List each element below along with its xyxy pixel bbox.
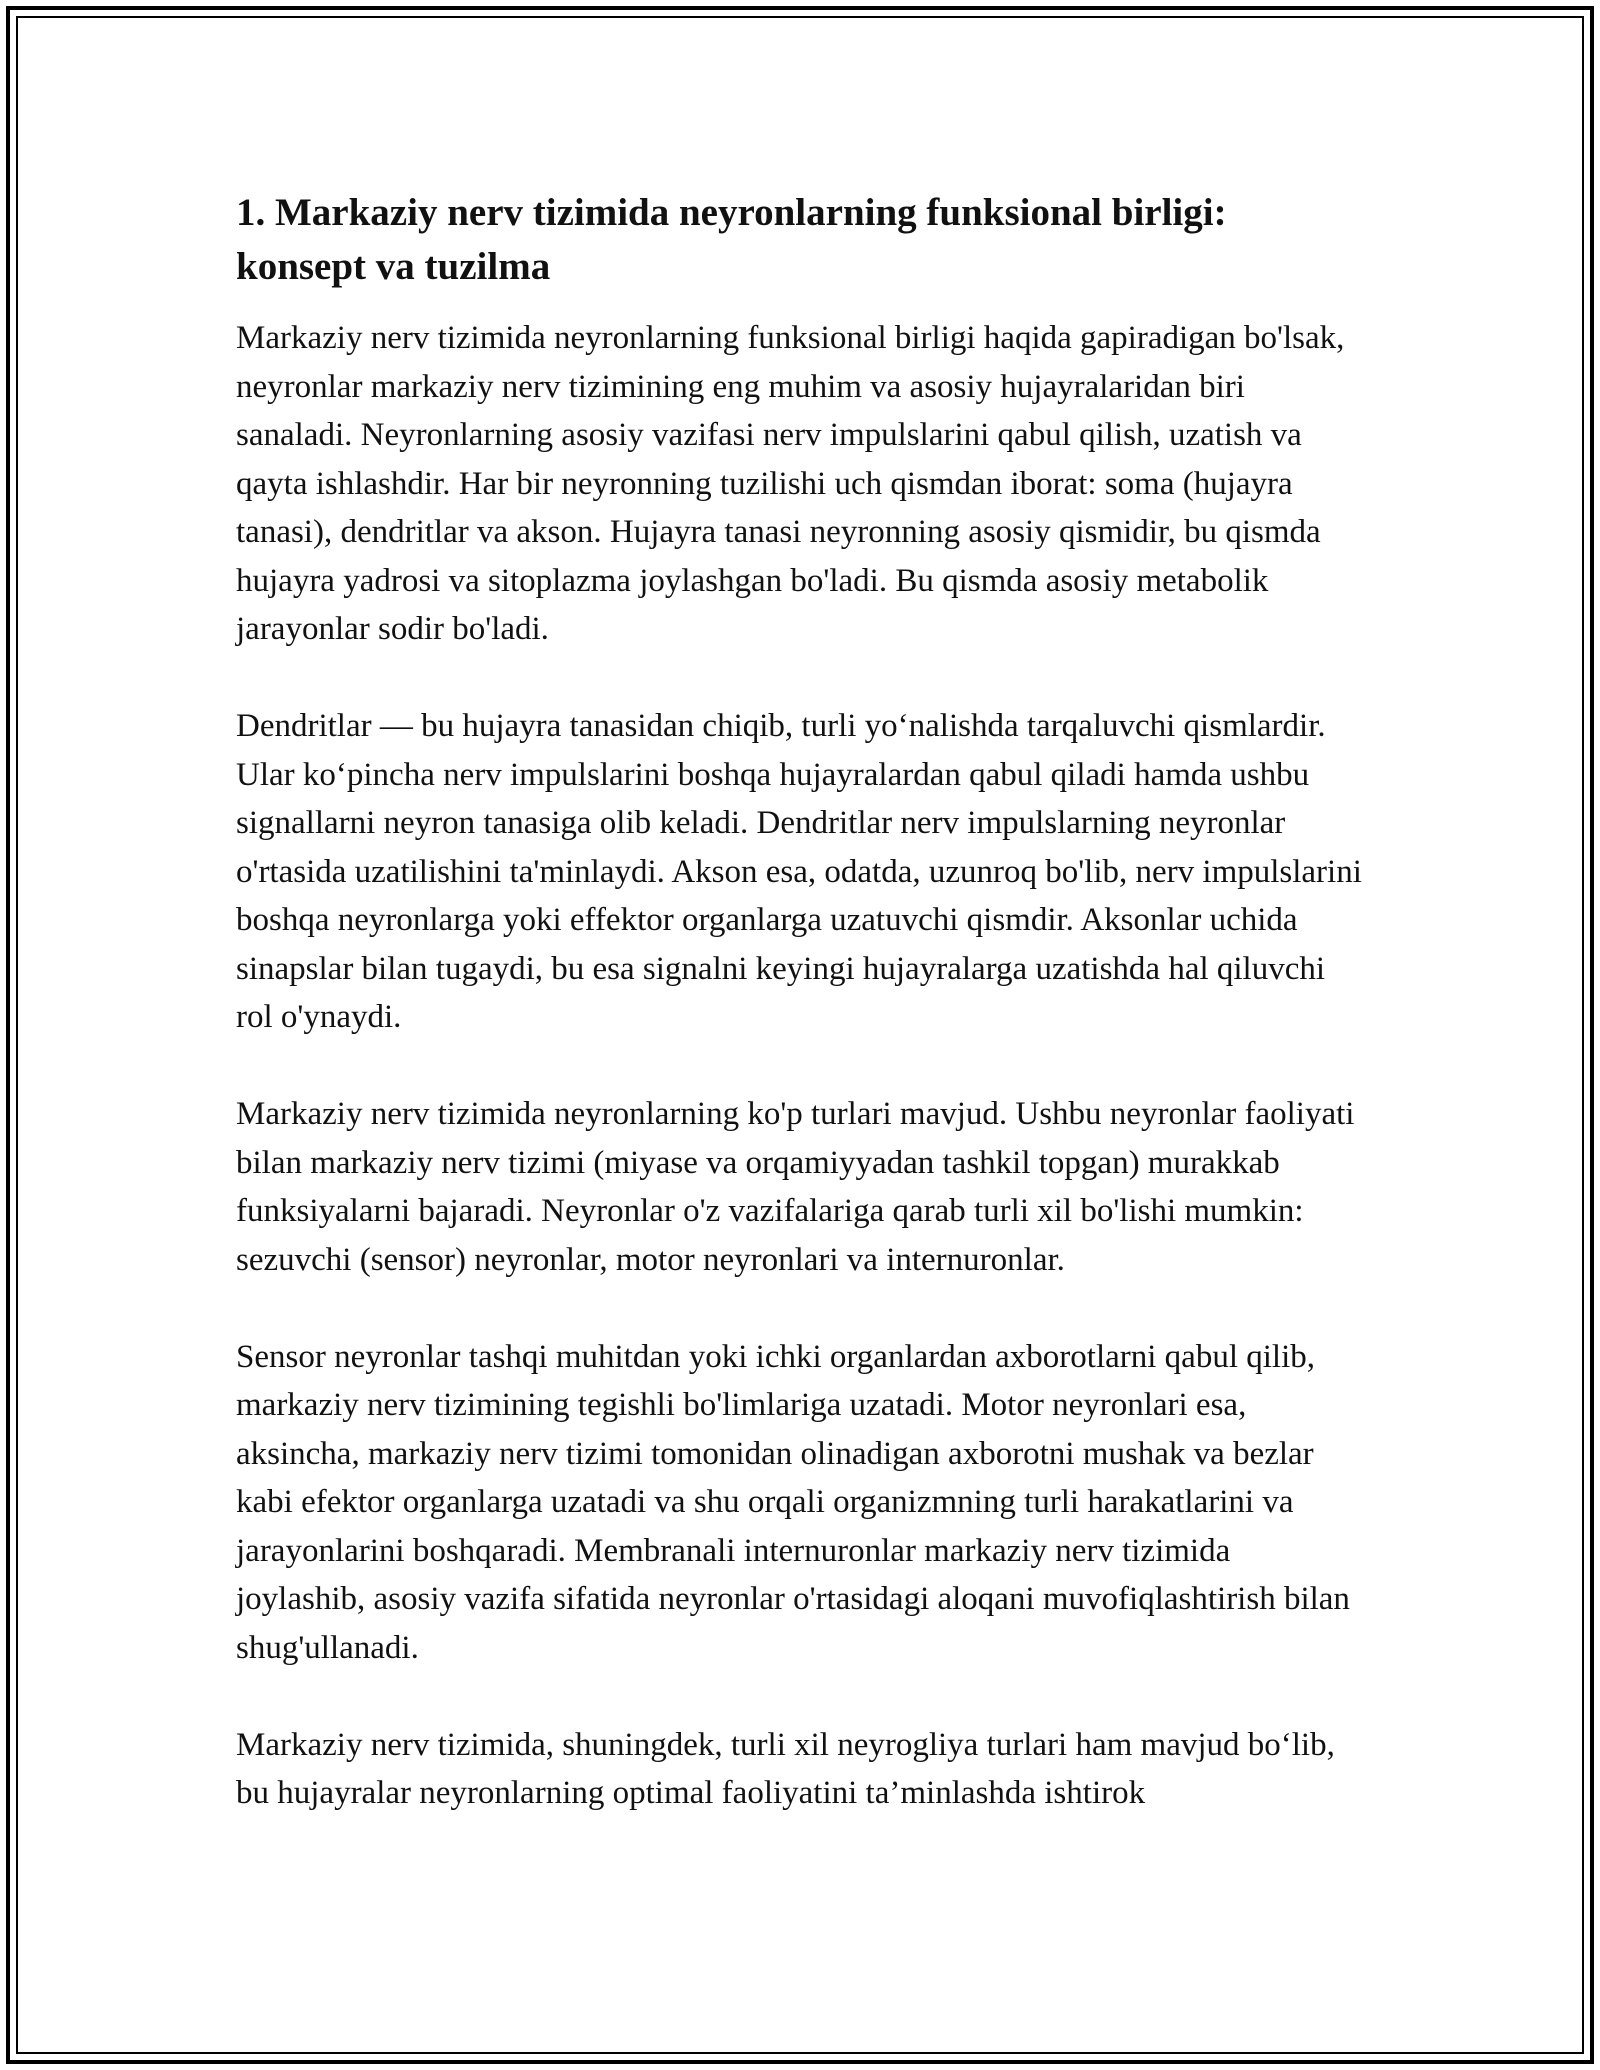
- paragraph-neuron-structure: Markaziy nerv tizimida neyronlarning funksional birligi haqida gapiradigan bo'lsak, neyronlar markaziy nerv tizimining eng muhim va asosiy hujayralaridan biri sanaladi. Neyronlarning asosiy vazifasi nerv impulslarini qabul qilish, uzatish va qayta ishlashdir. Har bir neyronning tuzilishi uch qismdan iborat: soma (hujayra tanasi), dendritlar va akson. Hujayra tanasi neyronning asosiy qismidir, bu qismda hujayra yadrosi va sitoplazma joylashgan bo'ladi. Bu qismda asosiy metabolik jarayonlar sodir bo'ladi.: [236, 320, 1345, 647]
- section-heading: 1. Markaziy nerv tizimida neyronlarning funksional birligi: konsept va tuzilma: [236, 191, 1227, 288]
- paragraph-dendrites-axon: Dendritlar — bu hujayra tanasidan chiqib, turli yoʻnalishda tarqaluvchi qismlardir. Ular koʻpincha nerv impulslarini boshqa hujayralardan qabul qiladi hamda ushbu signallarni neyron tanasiga olib keladi. Dendritlar nerv impulslarning neyronlar o'rtasida uzatilishini ta'minlaydi. Akson esa, odatda, uzunroq bo'lib, nerv impulslarini boshqa neyronlarga yoki effektor organlarga uzatuvchi qismdir. Aksonlar uchida sinapslar bilan tugaydi, bu esa signalni keyingi hujayralarga uzatishda hal qiluvchi rol o'ynaydi.: [236, 708, 1362, 1035]
- document-body: [236, 186, 1366, 1866]
- paragraph-neuron-types: Markaziy nerv tizimida neyronlarning ko'p turlari mavjud. Ushbu neyronlar faoliyati bilan markaziy nerv tizimi (miyase va orqamiyyadan tashkil topgan) murakkab funksiyalarni bajaradi. Neyronlar o'z vazifalariga qarab turli xil bo'lishi mumkin: sezuvchi (sensor) neyronlar, motor neyronlari va internuronlar.: [236, 1096, 1355, 1278]
- paragraph-neuroglia: Markaziy nerv tizimida, shuningdek, turli xil neyrogliya turlari ham mavjud boʻlib, bu hujayralar neyronlarning optimal faoliyatini ta’minlashda ishtirok: [236, 1726, 1335, 1811]
- paragraph-sensor-motor: Sensor neyronlar tashqi muhitdan yoki ichki organlardan axborotlarni qabul qilib, markaziy nerv tizimining tegishli bo'limlariga uzatadi. Motor neyronlari esa, aksincha, markaziy nerv tizimi tomonidan olinadigan axborotni mushak va bezlar kabi efektor organlarga uzatadi va shu orqali organizmning turli harakatlarini va jarayonlarini boshqaradi. Membranali internuronlar markaziy nerv tizimida joylashib, asosiy vazifa sifatida neyronlar o'rtasidagi aloqani muvofiqlashtirish bilan shug'ullanadi.: [236, 1338, 1350, 1666]
